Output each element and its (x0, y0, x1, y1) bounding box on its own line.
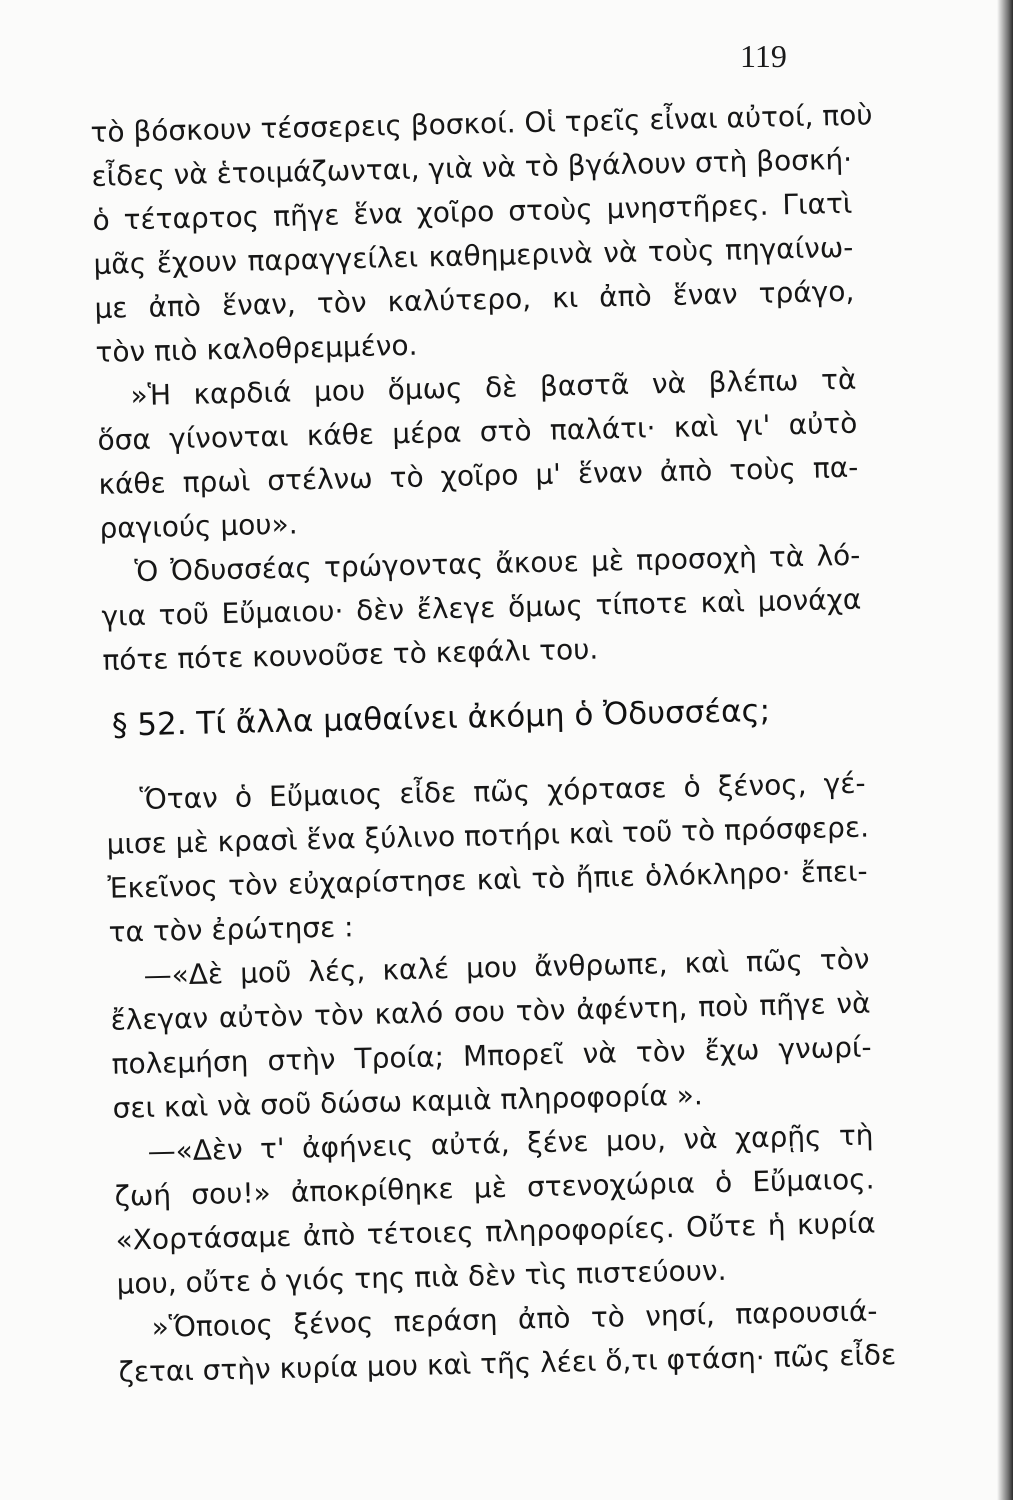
text-line: μισε μὲ κρασὶ ἕνα ξύλινο ποτήρι καὶ τοῦ τὸ πρόσφερε. (106, 810, 870, 861)
text-line: —«Δὲ μοῦ λές, καλέ μου ἄνθρωπε, καὶ πῶς τὸν (143, 942, 870, 993)
page-edge-shadow (997, 0, 1013, 1500)
text-line: με ἀπὸ ἕναν, τὸν καλύτερο, κι ἀπὸ ἕναν τράγο, (94, 274, 855, 325)
text-line: για τοῦ Εὔμαιου· δὲν ἔλεγε ὅμως τίποτε καὶ μονάχα (101, 582, 862, 633)
text-line: ζωή σου!» ἀποκρίθηκε μὲ στενοχώρια ὁ Εὔμαιος. (114, 1162, 875, 1213)
text-line: »Ὅποιος ξένος περάση ἀπὸ τὸ νησί, παρουσιά- (151, 1294, 878, 1344)
text-line: «Χορτάσαμε ἀπὸ τέτοιες πληροφορίες. Οὔτε ἡ κυρία (115, 1206, 876, 1257)
text-line: πολεμήση στὴν Τροία; Μπορεῖ νὰ τὸν ἔχω γνωρί- (111, 1030, 872, 1081)
text-line: »Ἡ καρδιά μου ὅμως δὲ βαστᾶ νὰ βλέπω τὰ (130, 362, 857, 413)
text-line: Ὅταν ὁ Εὔμαιος εἶδε πῶς χόρτασε ὁ ξένος, γέ- (139, 766, 866, 817)
body-text (90, 93, 897, 1389)
text-line: κάθε πρωὶ στέλνω τὸ χοῖρο μ' ἕναν ἀπὸ τοὺς πα- (98, 450, 859, 501)
text-line: ἔλεγαν αὐτὸν τὸν καλό σου τὸν ἀφέντη, ποὺ πῆγε νὰ (110, 986, 871, 1037)
text-line: μᾶς ἔχουν παραγγείλει καθημερινὰ νὰ τοὺς πηγαίνω- (93, 230, 854, 281)
text-line: εἶδες νὰ ἑτοιμάζωνται, γιὰ νὰ τὸ βγάλουν στὴ βοσκή· (91, 142, 853, 193)
section-heading: § 52. Τί ἄλλα μαθαίνει ἀκόμη ὁ Ὀδυσσέας; (111, 692, 771, 744)
text-line: ὅσα γίνονται κάθε μέρα στὸ παλάτι· καὶ γι' αὐτὸ (97, 406, 858, 457)
text-line: ζεται στὴν κυρία μου καὶ τῆς λέει ὅ,τι φτάση· πῶς εἶδε (118, 1338, 897, 1389)
text-line: ραγιούς μου». (99, 507, 298, 545)
text-line: ὁ τέταρτος πῆγε ἕνα χοῖρο στοὺς μνηστῆρες. Γιατὶ (92, 186, 853, 237)
text-line: Ὁ Ὀδυσσέας τρώγοντας ἄκουε μὲ προσοχὴ τὰ λό- (134, 538, 861, 589)
text-line: πότε πότε κουνοῦσε τὸ κεφάλι του. (102, 632, 599, 677)
text-line: Ἐκεῖνος τὸν εὐχαρίστησε καὶ τὸ ἤπιε ὁλόκληρο· ἔπει- (107, 854, 868, 905)
page-number: 119 (740, 38, 787, 74)
text-line: τὸ βόσκουν τέσσερεις βοσκοί. Οἱ τρεῖς εἶναι αὐτοί, ποὺ (90, 98, 873, 149)
text-line: σει καὶ νὰ σοῦ δώσω καμιὰ πληροφορία ». (112, 1078, 704, 1125)
text-line: τα τὸν ἐρώτησε : (108, 910, 354, 949)
text-line: μου, οὔτε ὁ γιός της πιὰ δὲν τὶς πιστεύουν. (116, 1253, 727, 1301)
text-line: τὸν πιὸ καλοθρεμμένο. (95, 328, 418, 369)
text-line: —«Δὲν τ' ἀφήνεις αὐτά, ξένε μου, νὰ χαρῇς τὴ (147, 1118, 874, 1168)
